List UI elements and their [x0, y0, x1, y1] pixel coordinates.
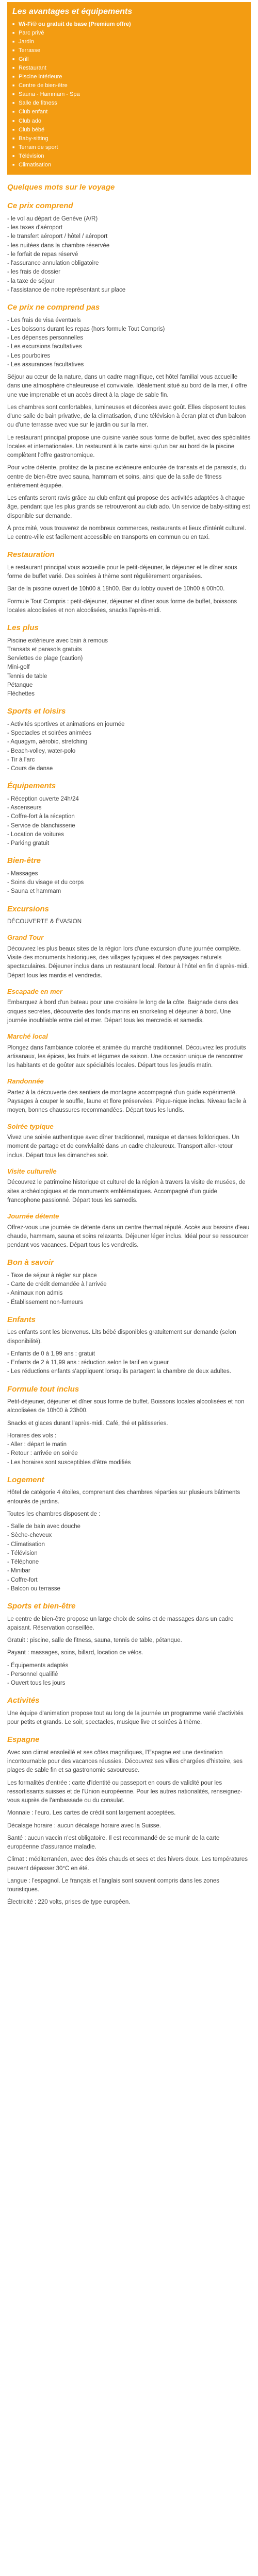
sport-item: - Tir à l'arc [7, 756, 35, 763]
children-paragraph: Les enfants sont les bienvenus. Lits bébé disponibles gratuitement sur demande (selon disponibilité). [7, 1329, 236, 1345]
includes-item: - les taxes d'aéroport [7, 225, 63, 231]
excursion-text: Découvrez les plus beaux sites de la région lors d'une excursion d'une journée complète. Visite des monuments historiques, des villages typiques et des paysages naturels spectaculaires. Déjeuner inclus dans un restaurant local. Retour à l'hôtel en fin d'après-midi. Départ tous les mardis et vendredis. [7, 945, 249, 979]
amenity-item: ■ Club ado [12, 117, 246, 126]
extra-item: - Animaux non admis [7, 1290, 63, 1297]
description-paragraph: Le restaurant principal propose une cuisine variée sous forme de buffet, avec des spécialités locales et internationales. Un restaurant à la carte ainsi qu'un bar au bord de la piscine complètent l'offre gastronomique. [7, 434, 251, 459]
sport-list [7, 720, 251, 774]
sport-item: - Beach-volley, water-polo [7, 748, 76, 754]
amenities-title: Les avantages et équipements [12, 7, 133, 16]
destination-paragraph: Décalage horaire : aucun décalage horaire avec la Suisse. [7, 1822, 161, 1829]
lodging-paragraph: Hôtel de catégorie 4 étoiles, comprenant des chambres réparties sur plusieurs bâtiments entourés de jardins. [7, 1489, 240, 1505]
includes-item: - les nuitées dans la chambre réservée [7, 242, 110, 249]
destination-paragraph: Monnaie : l'euro. Les cartes de crédit sont largement acceptées. [7, 1810, 176, 1817]
restaurant-paragraph: Le restaurant principal vous accueille pour le petit-déjeuner, le déjeuner et le dîner sous forme de buffet varié. Des soirées à thème sont régulièrement organisées. [7, 564, 237, 580]
restaurant-paragraph: Formule Tout Compris : petit-déjeuner, déjeuner et dîner sous forme de buffet, boissons locales alcoolisées et non alcoolisées, snacks l'après-midi. [7, 598, 237, 614]
children-heading: Enfants [7, 1315, 36, 1324]
flight-item: - Aller : départ le matin [7, 1442, 67, 1448]
excursion-title: Randonnée [7, 1077, 44, 1086]
excursion-text: Plongez dans l'ambiance colorée et animée du marché traditionnel. Découvrez les produits artisanaux, les épices, les fruits et légumes de saison. Une occasion unique de rencontrer les habitants et de goûter aux spécialités locales. Départ tous les jeudis matin. [7, 1044, 246, 1069]
extras-list [7, 637, 251, 699]
destination-paragraph: Les formalités d'entrée : carte d'identité ou passeport en cours de validité pour les ressortissants suisses et de l'Union européenne. Pour les autres nationalités, renseignez-vous auprès de l'ambassade ou du consulat. [7, 1780, 243, 1804]
amenity-item: ■ Wi-Fi® ou gratuit de base (Premium offre) [12, 20, 246, 29]
extras-item: Tennis de table [7, 673, 47, 680]
extras-item: Pétanque [7, 682, 33, 688]
destination-paragraph: Climat : méditerranéen, avec des étés chauds et secs et des hivers doux. Les températures peuvent dépasser 30°C en été. [7, 1856, 248, 1872]
restaurant-paragraph: Bar de la piscine ouvert de 10h00 à 18h00. Bar du lobby ouvert de 10h00 à 00h00. [7, 586, 225, 592]
amenity-item: ■ Piscine intérieure [12, 73, 246, 81]
excursion-text: Embarquez à bord d'un bateau pour une croisière le long de la côte. Baignade dans des criques secrètes, découverte des fonds marins en snorkeling et déjeuner à bord. Une journée inoubliable entre ciel et mer. Départ tous les mercredis et samedis. [7, 999, 238, 1024]
extras-item: Fléchettes [7, 691, 35, 698]
restaurant-heading: Restauration [7, 550, 55, 560]
amenities-list [12, 20, 246, 170]
flight-item: - Retour : arrivée en soirée [7, 1450, 78, 1457]
excursions-heading: Excursions [7, 904, 49, 913]
wellness-item: - Massages [7, 870, 38, 877]
sport-item: - Aquagym, aérobic, stretching [7, 739, 88, 745]
includes-item: - la taxe de séjour [7, 278, 55, 284]
sports-wellness-list [7, 1662, 251, 1688]
extras-item: Transats et parasols gratuits [7, 646, 82, 653]
wellness-heading: Bien-être [7, 856, 41, 866]
amenity-item: ■ Parc privé [12, 29, 246, 38]
extras-item: Serviettes de plage (caution) [7, 655, 83, 662]
sports-wellness-paragraph: Payant : massages, soins, billard, location de vélos. [7, 1650, 143, 1656]
excursions-subheading: DÉCOUVERTE & ÉVASION [7, 919, 82, 925]
page [7, 2, 251, 1907]
includes-heading: Ce prix comprend [7, 201, 73, 211]
flight-item: Horaires des vols : [7, 1432, 57, 1439]
excursion-text: Vivez une soirée authentique avec dîner traditionnel, musique et danses folkloriques. Un moment de partage et de convivialité dans un cadre chaleureux. Transport aller-retour inclus. Départ tous les dimanches soir. [7, 1134, 239, 1159]
sports-wellness-item: - Équipements adaptés [7, 1662, 69, 1669]
lodging-item: - Balcon ou terrasse [7, 1585, 60, 1592]
activities-heading: Activités [7, 1696, 40, 1705]
amenity-item: ■ Climatisation [12, 161, 246, 170]
amenity-item: ■ Terrain de sport [12, 143, 246, 152]
lodging-heading: Logement [7, 1475, 44, 1484]
equip-heading: Équipements [7, 782, 56, 791]
excludes-item: - Les excursions facultatives [7, 344, 82, 350]
wellness-item: - Soins du visage et du corps [7, 879, 84, 886]
all-inclusive-paragraph: Petit-déjeuner, déjeuner et dîner sous forme de buffet. Boissons locales alcoolisées et non alcoolisées de 10h00 à 23h00. [7, 1399, 245, 1414]
excursion-title: Journée détente [7, 1212, 59, 1221]
extra-list [7, 1272, 251, 1307]
extra-item: - Taxe de séjour à régler sur place [7, 1272, 97, 1279]
description-paragraph: À proximité, vous trouverez de nombreux commerces, restaurants et lieux d'intérêt culturel. Le centre-ville est facilement accessible en transports en commun ou en taxi. [7, 525, 247, 541]
equip-item: - Coffre-fort à la réception [7, 814, 75, 820]
sports-wellness-item: - Personnel qualifié [7, 1671, 58, 1677]
lodging-item: - Salle de bain avec douche [7, 1523, 80, 1530]
excludes-item: - Les boissons durant les repas (hors formule Tout Compris) [7, 326, 165, 332]
sport-heading: Sports et loisirs [7, 707, 66, 716]
lodging-item: - Climatisation [7, 1541, 45, 1548]
sports-wellness-heading: Sports et bien-être [7, 1602, 76, 1611]
includes-item: - le transfert aéroport / hôtel / aéroport [7, 233, 108, 240]
amenity-item: ■ Club enfant [12, 108, 246, 116]
lodging-paragraph: Toutes les chambres disposent de : [7, 1511, 101, 1517]
description-paragraph: Pour votre détente, profitez de la piscine extérieure entourée de transats et de parasols, du centre de bien-être avec sauna, hammam et soins, ainsi que de la salle de fitness entièrement équipée. [7, 465, 247, 489]
excursion-title: Grand Tour [7, 934, 44, 942]
equip-item: - Ascenseurs [7, 805, 42, 811]
sports-wellness-item: - Ouvert tous les jours [7, 1680, 66, 1687]
sport-item: - Spectacles et soirées animées [7, 730, 91, 737]
wellness-item: - Sauna et hammam [7, 888, 61, 895]
extra-item: - Établissement non-fumeurs [7, 1299, 84, 1306]
amenity-item: ■ Salle de fitness [12, 99, 246, 108]
all-inclusive-paragraph: Snacks et glaces durant l'après-midi. Café, thé et pâtisseries. [7, 1420, 168, 1427]
extras-heading: Les plus [7, 623, 39, 633]
amenity-item: ■ Terrasse [12, 46, 246, 55]
amenity-item: ■ Club bébé [12, 126, 246, 134]
excursion-text: Partez à la découverte des sentiers de montagne accompagné d'un guide expérimenté. Paysages à couper le souffle, faune et flore préservées. Pique-nique inclus. Niveau facile à moyen, bonnes chaussures recommandées. Départ tous les lundis. [7, 1089, 247, 1114]
lodging-item: - Minibar [7, 1568, 30, 1574]
amenity-item: ■ Centre de bien-être [12, 81, 246, 90]
lodging-item: - Téléphone [7, 1559, 39, 1566]
equip-item: - Parking gratuit [7, 840, 50, 847]
lodging-item: - Coffre-fort [7, 1577, 38, 1583]
excursion-text: Découvrez le patrimoine historique et culturel de la région à travers la visite de musées, de sites archéologiques et de monuments emblématiques. Accompagné d'un guide francophone passionné. Départ tous les samedis. [7, 1179, 246, 1204]
amenity-item: ■ Restaurant [12, 64, 246, 73]
activities-paragraph: Une équipe d'animation propose tout au long de la journée un programme varié d'activités pour petits et grands. Le soir, spectacles, musique live et soirées à thème. [7, 1710, 244, 1726]
wellness-list [7, 870, 251, 896]
destination-heading: Espagne [7, 1735, 40, 1744]
flight-list [7, 1432, 251, 1467]
flight-item: - Les horaires sont susceptibles d'être modifiés [7, 1459, 131, 1466]
amenity-item: ■ Sauna - Hammam - Spa [12, 90, 246, 99]
lodging-item: - Télévision [7, 1550, 38, 1556]
equip-item: - Location de voitures [7, 831, 64, 838]
sports-wellness-paragraph: Gratuit : piscine, salle de fitness, sauna, tennis de table, pétanque. [7, 1637, 182, 1644]
excludes-item: - Les frais de visa éventuels [7, 317, 81, 324]
excursion-title: Visite culturelle [7, 1167, 57, 1175]
equip-item: - Réception ouverte 24h/24 [7, 795, 79, 802]
amenity-item: ■ Grill [12, 55, 246, 64]
includes-list [7, 215, 251, 295]
children-item: - Enfants de 2 à 11,99 ans : réduction selon le tarif en vigueur [7, 1360, 169, 1366]
excursion-title: Escapade en mer [7, 987, 62, 995]
lodging-item: - Sèche-cheveux [7, 1532, 52, 1539]
excursion-title: Marché local [7, 1032, 48, 1041]
includes-item: - l'assurance annulation obligatoire [7, 260, 99, 267]
excursion-title: Soirée typique [7, 1122, 54, 1130]
destination-paragraph: Avec son climat ensoleillé et ses côtes magnifiques, l'Espagne est une destination incontournable pour des vacances réussies. Découvrez ses villes chargées d'histoire, ses plages de sable fin et sa gastronomie savoureuse. [7, 1749, 243, 1774]
children-item: - Enfants de 0 à 1,99 ans : gratuit [7, 1350, 95, 1357]
equip-list [7, 795, 251, 849]
children-item: - Les réductions enfants s'appliquent lorsqu'ils partagent la chambre de deux adultes. [7, 1368, 231, 1375]
sport-item: - Activités sportives et animations en journée [7, 721, 125, 727]
includes-item: - les frais de dossier [7, 269, 60, 276]
extras-item: Piscine extérieure avec bain à remous [7, 637, 108, 644]
excludes-item: - Les dépenses personnelles [7, 335, 84, 342]
description-paragraph: Les enfants seront ravis grâce au club enfant qui propose des activités adaptées à chaque âge, pendant que les plus grands se retrouveront au club ado. Un service de baby-sitting est disponible sur demande. [7, 495, 250, 519]
description-paragraph: Séjour au cœur de la nature, dans un cadre magnifique, cet hôtel familial vous accueille dans une atmosphère chaleureuse et conviviale. Idéalement situé au bord de la mer, il offre une vue imprenable et un accès direct à la plage de sable fin. [7, 374, 247, 398]
amenity-item: ■ Télévision [12, 152, 246, 161]
all-inclusive-heading: Formule tout inclus [7, 1384, 79, 1394]
includes-item: - l'assistance de notre représentant sur place [7, 286, 126, 293]
includes-item: - le forfait de repas réservé [7, 251, 78, 258]
amenity-item: ■ Jardin [12, 38, 246, 46]
extra-heading: Bon à savoir [7, 1258, 54, 1267]
extra-item: - Carte de crédit demandée à l'arrivée [7, 1281, 107, 1288]
destination-paragraph: Langue : l'espagnol. Le français et l'anglais sont souvent compris dans les zones touristiques. [7, 1877, 219, 1893]
includes-item: - le vol au départ de Genève (A/R) [7, 215, 98, 222]
excursion-text: Offrez-vous une journée de détente dans un centre thermal réputé. Accès aux bassins d'eau chaude, hammam, sauna et soins relaxants. Déjeuner léger inclus. Idéal pour se ressourcer pendant vos vacances. Départ tous les vendredis. [7, 1224, 250, 1249]
destination-paragraph: Électricité : 220 volts, prises de type européen. [7, 1899, 131, 1906]
excludes-item: - Les assurances facultatives [7, 361, 84, 368]
destination-paragraph: Santé : aucun vaccin n'est obligatoire. Il est recommandé de se munir de la carte européenne d'assurance maladie. [7, 1835, 220, 1851]
lodging-list [7, 1522, 251, 1594]
excludes-item: - Les pourboires [7, 352, 51, 359]
excludes-heading: Ce prix ne comprend pas [7, 303, 100, 312]
trip-subtitle: Quelques mots sur le voyage [7, 182, 115, 192]
sports-wellness-paragraph: Le centre de bien-être propose un large choix de soins et de massages dans un cadre apaisant. Réservation conseillée. [7, 1616, 234, 1631]
sport-item: - Cours de danse [7, 766, 53, 772]
amenity-item: ■ Baby-sitting [12, 134, 246, 143]
extras-item: Mini-golf [7, 664, 30, 671]
equip-item: - Service de blanchisserie [7, 822, 75, 829]
description-paragraph: Les chambres sont confortables, lumineuses et décorées avec goût. Elles disposent toutes d'une salle de bain privative, de la climatisation, d'une télévision à écran plat et d'un balcon ou d'une terrasse avec vue sur le jardin ou sur la mer. [7, 404, 246, 429]
excludes-list [7, 316, 251, 370]
amenities-box [7, 2, 251, 175]
